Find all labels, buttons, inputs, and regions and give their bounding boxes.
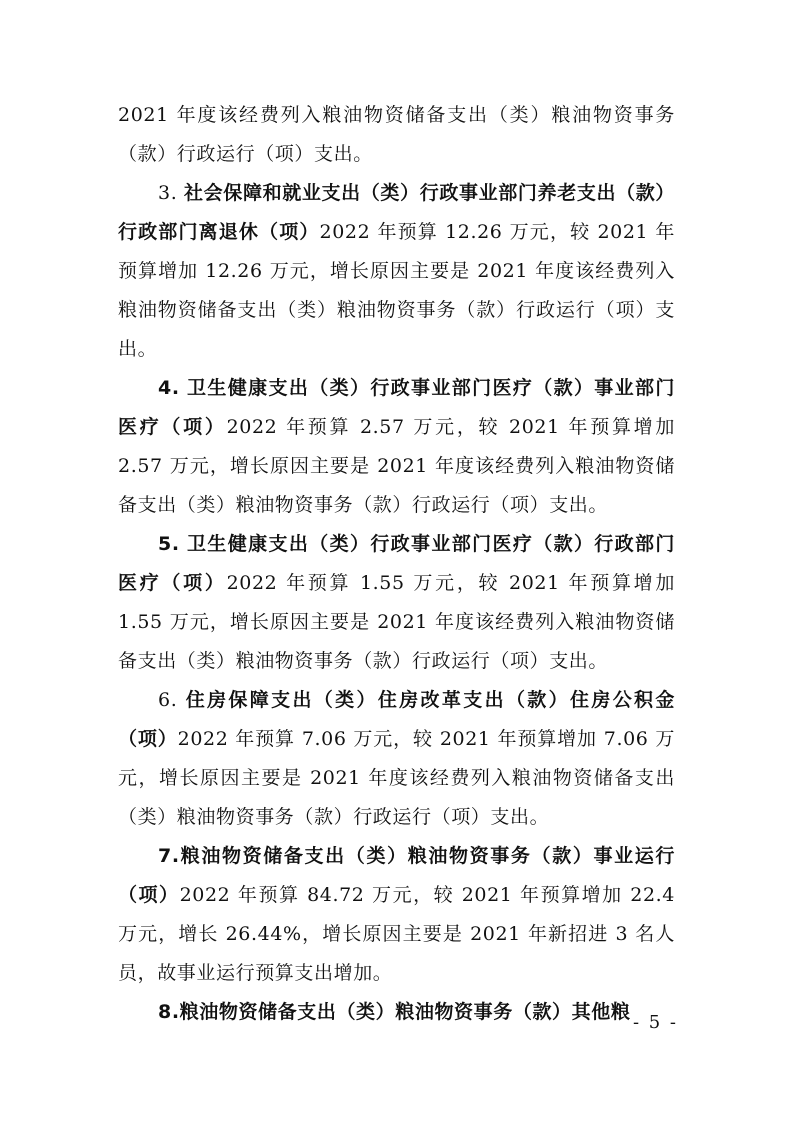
paragraph-text: 2022 年预算 1.55 万元，较 2021 年预算增加 1.55 万元，增长原因主要是 2021 年度该经费列入粮油物资储备支出（类）粮油物资事务（款）行政运行（项）支出。 bbox=[118, 572, 675, 672]
item-number: 7. bbox=[158, 845, 180, 867]
paragraph-item-6 bbox=[118, 681, 675, 837]
paragraph-text: 2022 年预算 7.06 万元，较 2021 年预算增加 7.06 万元，增长原因主要是 2021 年度该经费列入粮油物资储备支出（类）粮油物资事务（款）行政运行（项）支出。 bbox=[118, 728, 675, 828]
paragraph-item-7 bbox=[118, 837, 675, 993]
item-heading: 粮油物资储备支出（类）粮油物资事务（款）其他粮 bbox=[179, 1001, 631, 1023]
paragraph-text: 2022 年预算 12.26 万元，较 2021 年预算增加 12.26 万元，增长原因主要是 2021 年度该经费列入粮油物资储备支出（类）粮油物资事务（款）行政运行（项）支出。 bbox=[118, 221, 675, 360]
item-heading: 住房保障支出（类）住房改革支出（款）住房公积金（项） bbox=[118, 689, 675, 750]
paragraph-text: 2022 年预算 2.57 万元，较 2021 年预算增加 2.57 万元，增长原因主要是 2021 年度该经费列入粮油物资储备支出（类）粮油物资事务（款）行政运行（项）支出。 bbox=[118, 416, 675, 516]
paragraph-item-8 bbox=[118, 993, 675, 1032]
item-heading: 粮油物资储备支出（类）粮油物资事务（款）事业运行（项） bbox=[118, 845, 675, 906]
page-number: - 5 - bbox=[632, 1012, 678, 1033]
paragraph-item-4 bbox=[118, 369, 675, 525]
item-number: 3. bbox=[158, 182, 178, 204]
paragraph-item-3 bbox=[118, 174, 675, 369]
item-number: 6. bbox=[158, 689, 178, 711]
document-page bbox=[118, 96, 675, 1032]
item-number: 5. bbox=[158, 533, 180, 555]
paragraph-item-5 bbox=[118, 525, 675, 681]
item-number: 8. bbox=[158, 1001, 180, 1023]
paragraph-continued bbox=[118, 96, 675, 174]
item-heading: 卫生健康支出（类）行政事业部门医疗（款）事业部门医疗（项） bbox=[118, 377, 675, 438]
paragraph-text: 2022 年预算 84.72 万元，较 2021 年预算增加 22.4 万元，增长 26.44%，增长原因主要是 2021 年新招进 3 名人员，故事业运行预算支出增加。 bbox=[118, 884, 675, 984]
item-number: 4. bbox=[158, 377, 180, 399]
paragraph-text: 2021 年度该经费列入粮油物资储备支出（类）粮油物资事务（款）行政运行（项）支出。 bbox=[118, 104, 675, 165]
item-heading: 社会保障和就业支出（类）行政事业部门养老支出（款）行政部门离退休（项） bbox=[118, 182, 675, 243]
item-heading: 卫生健康支出（类）行政事业部门医疗（款）行政部门医疗（项） bbox=[118, 533, 675, 594]
